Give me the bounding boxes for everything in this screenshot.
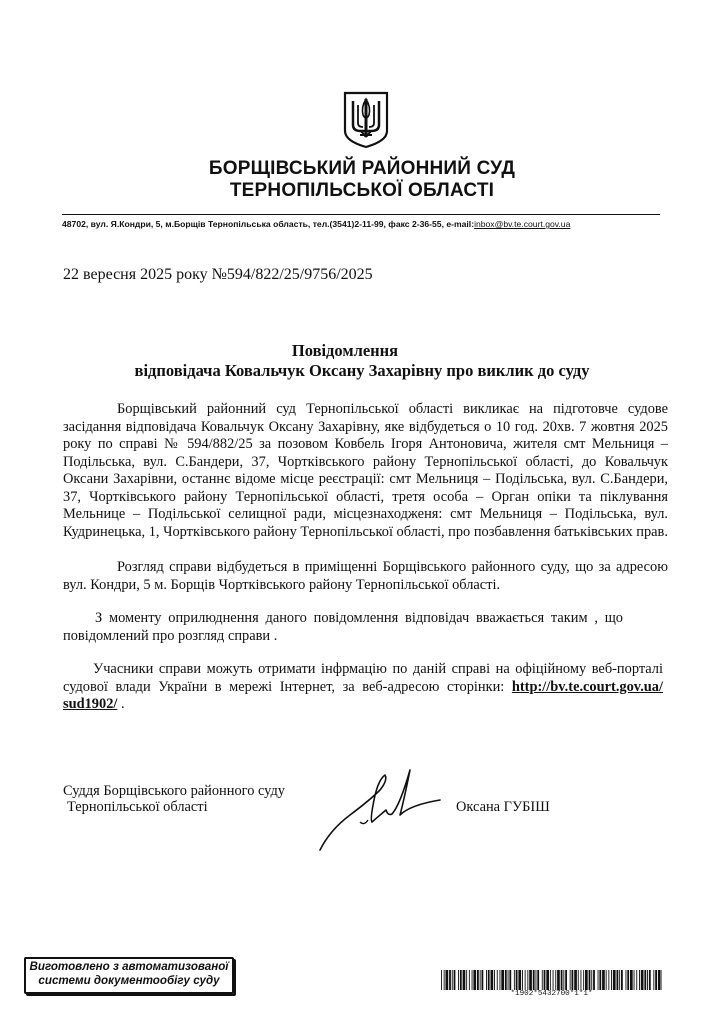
barcode-bar xyxy=(636,970,637,990)
barcode-bar xyxy=(544,970,546,990)
barcode-bar xyxy=(449,970,451,990)
barcode-bar xyxy=(550,970,551,990)
coat-of-arms-icon xyxy=(343,91,389,149)
barcode-bar xyxy=(561,970,563,990)
barcode-bar xyxy=(611,970,612,990)
barcode-bar xyxy=(505,970,507,990)
barcode-bar xyxy=(585,970,588,990)
barcode-bar xyxy=(473,970,476,990)
barcode-bar xyxy=(486,970,487,990)
barcode-bar xyxy=(452,970,453,990)
paragraph-summons: Борщівський районний суд Тернопільської області викликає на підготовче судове засідання відповідача Ковальчук Оксану Захарівну, яке відбудеться о 10 год. 20хв. 7 жовтня 2025 року по справі № 594/882/25 за позовом Ковбель Ігоря Антоновича, жителя смт Мельниця – Подільська, вул. С.Бандери, 37, Чортківського району Тернопільської області, до Ковальчук Оксани Захарівни, останнє відоме місце реєстрації: смт Мельниця – Подільська, вул. С.Бандери, 37, Чортківського району Тернопільської області, третя особа – Орган опіки та піклування Мельнице – Подільської селищної ради, місцезнаходженя: смт Мельниця – Подільська, вул. Кудринецька, 1, Чортківського району Тернопільської області, про позбавлення батьківських прав. xyxy=(63,401,668,540)
web-info-text: Учасники справи можуть отримати інфрмацію по даній справі на офіційному веб-порталі судової влади України в мережі Інтернет, за веб-адресою сторінки: xyxy=(63,661,663,695)
barcode-bar xyxy=(639,970,640,990)
barcode-bar xyxy=(497,970,498,990)
paragraph-notification: З моменту оприлюднення даного повідомлення відповідач вважається таким , що повідомлений про розгляд справи . xyxy=(63,610,623,644)
barcode-bar xyxy=(463,970,466,990)
barcode-bar xyxy=(644,970,646,990)
barcode-bar xyxy=(537,970,539,990)
paragraph-venue: Розгляд справи відбудеться в приміщенні Борщівського районного суду, що за адресою вул. Кондри, 5 м. Борщів Чортківського району Тернопільської області. xyxy=(63,559,668,593)
barcode-bar xyxy=(557,970,560,990)
barcode-bar xyxy=(621,970,623,990)
handwritten-signature xyxy=(300,760,450,860)
barcode-bar xyxy=(589,970,591,990)
barcode-bar xyxy=(508,970,509,990)
barcode-bar xyxy=(572,970,574,990)
barcode-bar xyxy=(570,970,571,990)
court-name-line1: БОРЩІВСЬКИЙ РАЙОННИЙ СУД xyxy=(208,158,516,179)
barcode-bar xyxy=(593,970,595,990)
judge-position-line2: Тернопільської області xyxy=(67,799,208,815)
barcode-bar xyxy=(536,970,537,990)
barcode-bar xyxy=(469,970,470,990)
barcode-bar xyxy=(525,970,526,990)
email-link[interactable]: inbox@bv.te.court.gov.ua xyxy=(474,219,571,229)
barcode-bar xyxy=(598,970,599,990)
barcode-bar xyxy=(602,970,605,990)
paragraph-web-info xyxy=(63,661,663,714)
barcode-bar xyxy=(460,970,462,990)
barcode-bar xyxy=(634,970,635,990)
barcode-bar xyxy=(482,970,484,990)
barcode-bar xyxy=(522,970,523,990)
barcode-bar xyxy=(444,970,445,990)
barcode-bar xyxy=(472,970,473,990)
barcode-bar xyxy=(500,970,501,990)
stamp-line1: Виготовлено з автоматизованої xyxy=(29,960,229,973)
barcode-bar xyxy=(617,970,619,990)
judge-position-line1: Суддя Борщівського районного суду xyxy=(63,783,285,799)
notice-title: Повідомлення xyxy=(291,341,399,360)
barcode-bar xyxy=(619,970,620,990)
barcode-bar xyxy=(662,970,663,990)
barcode-bar xyxy=(446,970,449,990)
barcode-bar xyxy=(641,970,644,990)
barcode-bar xyxy=(608,970,609,990)
barcode-bar xyxy=(583,970,584,990)
barcode-bar xyxy=(514,970,515,990)
barcode-bar xyxy=(441,970,442,990)
barcode-bar xyxy=(653,970,654,990)
barcode-bar xyxy=(509,970,511,990)
barcode-bar xyxy=(627,970,629,990)
barcode-bar xyxy=(649,970,651,990)
court-address xyxy=(62,219,682,229)
web-info-end: . xyxy=(117,696,125,712)
barcode-bar xyxy=(658,970,661,990)
barcode-bar xyxy=(480,970,481,990)
barcode-text: *1902*5432700*1*1* xyxy=(510,990,593,998)
date-and-number: 22 вересня 2025 року №594/822/25/9756/2025 xyxy=(63,266,373,283)
barcode-bar xyxy=(630,970,633,990)
court-name-line2: ТЕРНОПІЛЬСЬКОЇ ОБЛАСТІ xyxy=(229,180,495,201)
judge-position xyxy=(63,783,285,815)
barcode-bar xyxy=(477,970,479,990)
barcode-bar xyxy=(565,970,567,990)
address-text: 48702, вул. Я.Кондри, 5, м.Борщів Тернопільська область, тел.(3541)2-11-99, факс 2-36-55, e-mail: xyxy=(62,219,475,229)
barcode-bar xyxy=(626,970,627,990)
barcode-bar xyxy=(574,970,577,990)
barcode-bar xyxy=(553,970,554,990)
barcode-bar xyxy=(655,970,657,990)
notice-subtitle: відповідача Ковальчук Оксану Захарівну про виклик до суду xyxy=(134,361,590,380)
barcode-bar xyxy=(555,970,556,990)
barcode-bar xyxy=(599,970,601,990)
barcode-bar xyxy=(529,970,532,990)
automated-system-stamp xyxy=(24,957,234,994)
court-website-link[interactable]: http://bv.te.court.gov.ua/ sud1902/ xyxy=(63,678,663,712)
barcode xyxy=(441,970,662,990)
barcode-bar xyxy=(581,970,582,990)
barcode-bar xyxy=(563,970,564,990)
header-divider xyxy=(62,214,660,215)
barcode-bar xyxy=(466,970,467,990)
barcode-bar xyxy=(516,970,518,990)
barcode-bar xyxy=(501,970,504,990)
barcode-bar xyxy=(458,970,459,990)
barcode-bar xyxy=(578,970,579,990)
barcode-bar xyxy=(518,970,521,990)
barcode-bar xyxy=(491,970,494,990)
barcode-bar xyxy=(533,970,535,990)
barcode-bar xyxy=(488,970,490,990)
barcode-bar xyxy=(527,970,528,990)
stamp-line2: системи документообігу суду xyxy=(38,974,220,987)
judge-name: Оксана ГУБІШ xyxy=(456,799,550,815)
barcode-bar xyxy=(613,970,616,990)
barcode-bar xyxy=(591,970,592,990)
barcode-bar xyxy=(546,970,549,990)
barcode-bar xyxy=(494,970,495,990)
barcode-bar xyxy=(647,970,648,990)
barcode-bar xyxy=(606,970,607,990)
barcode-bar xyxy=(542,970,543,990)
barcode-bar xyxy=(454,970,456,990)
